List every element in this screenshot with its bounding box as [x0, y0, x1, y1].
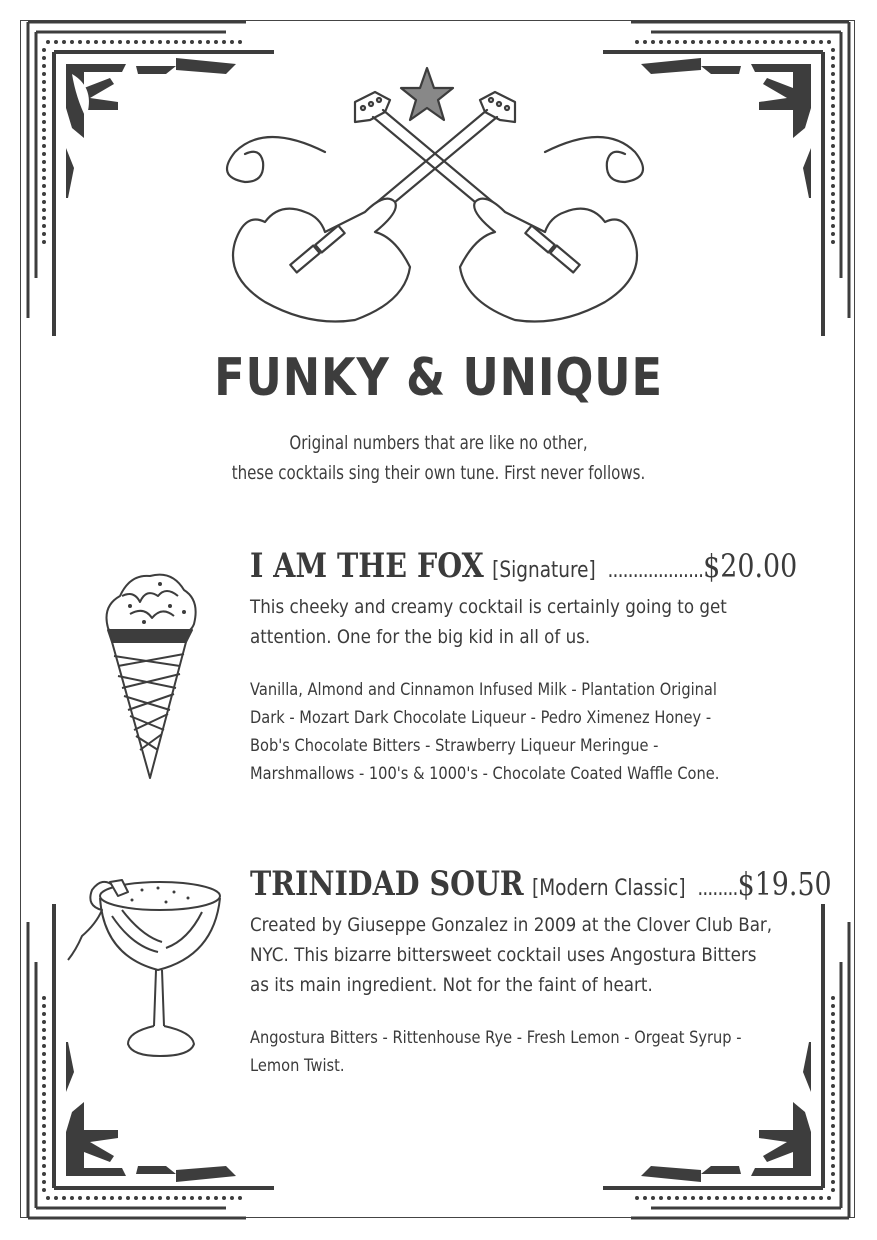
menu-item-header: [250, 864, 832, 904]
menu-item-leader-dots: ...................: [607, 558, 704, 583]
menu-item-description: Created by Giuseppe Gonzalez in 2009 at the Clover Club Bar, NYC. This bizarre bittersweet cocktail uses Angostura Bitters as its main ingredient. Not for the faint of heart.: [250, 914, 773, 996]
coupe-glass-icon: [62, 876, 228, 1062]
menu-item-tag: [Modern Classic]: [532, 876, 686, 901]
menu-item: [250, 864, 832, 1080]
menu-item-price: $19.50: [737, 865, 832, 903]
menu-item-price: $20.00: [703, 547, 798, 585]
menu-item-leader-dots: ........: [697, 876, 738, 901]
page-title: FUNKY & UNIQUE: [214, 348, 663, 408]
menu-item-ingredients: Vanilla, Almond and Cinnamon Infused Milk - Plantation Original Dark - Mozart Dark Chocolate Liqueur - Pedro Ximenez Honey - Bob's Chocolate Bitters - Strawberry Liqueur Meringue - Marshmallows - 100's & 1000's - Chocolate Coated Waffle Cone.: [250, 680, 720, 784]
menu-item-description: This cheeky and creamy cocktail is certainly going to get attention. One for the big kid in all of us.: [250, 596, 727, 648]
page-subtitle: [0, 428, 877, 488]
menu-item-header: [250, 546, 798, 586]
menu-item-name: TRINIDAD SOUR: [250, 864, 524, 904]
subtitle-line: these cocktails sing their own tune. First never follows.: [231, 462, 646, 484]
menu-item: [250, 546, 798, 788]
menu-item-name: I AM THE FOX: [250, 546, 484, 586]
subtitle-line: Original numbers that are like no other,: [289, 432, 588, 454]
menu-item-tag: [Signature]: [492, 558, 596, 583]
ice-cream-cone-icon: [100, 566, 200, 782]
crossed-guitars-icon: [205, 62, 665, 332]
menu-item-ingredients: Angostura Bitters - Rittenhouse Rye - Fresh Lemon - Orgeat Syrup - Lemon Twist.: [250, 1028, 742, 1076]
